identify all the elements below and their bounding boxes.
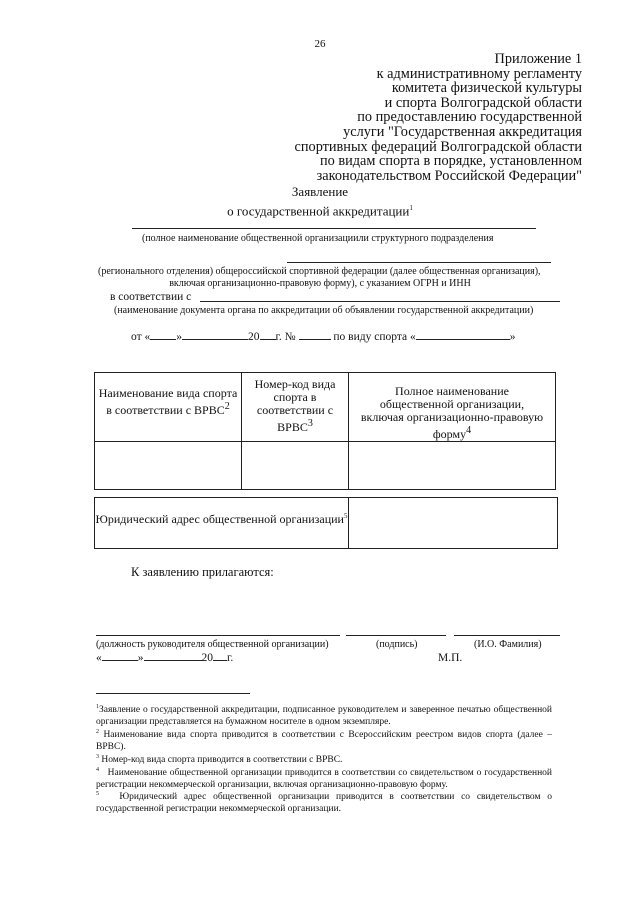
- footnote-ref: 1: [409, 204, 413, 212]
- appendix-line: по предоставлению государственной: [357, 109, 582, 126]
- accordance-doc-line[interactable]: [200, 301, 560, 302]
- title-line-1: Заявление: [291, 184, 349, 199]
- title-line-2: о государственной аккредитации$^1$: [227, 203, 413, 219]
- org-name-caption-1: (полное наименование общественной организациили структурного подразделения: [142, 233, 494, 244]
- footnote-3: $^3$ Номер-код вида спорта приводится в соответствии с ВРВС.: [96, 754, 343, 766]
- appendix-line: комитета физической культуры: [391, 80, 582, 97]
- sign-month-field[interactable]: [144, 660, 202, 661]
- signature-caption: (подпись): [376, 639, 418, 650]
- stamp-label: М.П.: [438, 652, 463, 664]
- org-name-line-2[interactable]: [287, 262, 551, 263]
- page-number: 26: [314, 38, 326, 50]
- table-cell-sport-name[interactable]: [95, 442, 242, 490]
- address-label: Юридический адрес общественной организации: [95, 512, 344, 526]
- document-title: [0, 184, 640, 219]
- footnote-4: $^4$ Наименование общественной организации приводится в соответствии со свидетельством о государственной регистрации некоммерческой организации, включая организационно-правовую форму.: [96, 767, 552, 790]
- date-line: от « » 20 г. № по виду спорта « »: [131, 331, 516, 343]
- name-caption: (И.О. Фамилия): [474, 639, 542, 650]
- appendix-line: законодательством Российской Федерации": [316, 167, 582, 184]
- footnote-ref: 5: [343, 512, 348, 520]
- org-name-line-1[interactable]: [132, 228, 536, 229]
- footnote-ref: 3: [307, 418, 313, 429]
- address-label-cell: [95, 498, 349, 548]
- number-field[interactable]: [299, 339, 331, 340]
- org-name-caption-3: включая организационно-правовую форму), с указанием ОГРН и ИНН: [169, 278, 471, 289]
- sign-day-field[interactable]: [102, 660, 138, 661]
- attachments-label: К заявлению прилагаются:: [131, 565, 274, 579]
- signature-line[interactable]: [346, 635, 446, 636]
- table-cell-sport-code[interactable]: [242, 442, 349, 490]
- appendix-line: спортивных федераций Волгоградской области: [294, 138, 582, 155]
- sign-year-field[interactable]: [213, 660, 227, 661]
- year-field[interactable]: [260, 339, 276, 340]
- position-caption: (должность руководителя общественной организации): [96, 639, 329, 650]
- table-header-sport-code: Номер-код вида спорта в соответствии с ВРВС$^3$: [242, 373, 349, 442]
- footnote-ref: 2: [224, 401, 230, 412]
- position-line[interactable]: [96, 635, 340, 636]
- appendix-heading: [242, 52, 582, 183]
- appendix-line: услуги "Государственная аккредитация: [343, 123, 582, 140]
- name-line[interactable]: [454, 635, 560, 636]
- table-cell-org-name[interactable]: [349, 442, 556, 490]
- appendix-line: по видам спорта в порядке, установленном: [320, 153, 582, 170]
- footnote-ref: 4: [466, 425, 472, 436]
- appendix-line: Приложение 1: [494, 51, 582, 67]
- sport-table: [94, 372, 556, 490]
- appendix-line: к административному регламенту: [376, 65, 582, 82]
- footnote-1: $^1$Заявление о государственной аккредитации, подписанное руководителем и заверенное печатью общественной организации представляется на бумажном носителе в одном экземпляре.: [96, 704, 552, 727]
- accordance-label: в соответствии с: [110, 291, 192, 303]
- sport-field[interactable]: [416, 339, 510, 340]
- accordance-doc-caption: (наименование документа органа по аккредитации об объявлении государственной аккредитации): [114, 305, 534, 316]
- footnote-divider: [96, 693, 250, 694]
- appendix-line: и спорта Волгоградской области: [384, 94, 582, 111]
- address-value-cell[interactable]: [349, 498, 557, 548]
- table-header-org-name: Полное наименование общественной организации, включая организационно-правовую форму$^4$: [349, 373, 556, 442]
- signature-date: « » 20 г.: [96, 652, 234, 664]
- org-name-caption-2: (регионального отделения) общероссийской спортивной федерации (далее общественная организация),: [98, 266, 541, 277]
- address-box: [94, 497, 558, 549]
- footnote-2: $^2$ Наименование вида спорта приводится в соответствии с Всероссийским реестром видов спорта (далее – ВРВС).: [96, 729, 552, 752]
- footnote-5: $^5$ Юридический адрес общественной организации приводится в соответствии со свидетельством о государственной регистрации некоммерческой организации.: [96, 791, 553, 814]
- month-field[interactable]: [182, 339, 248, 340]
- day-field[interactable]: [150, 339, 176, 340]
- table-header-sport-name: Наименование вида спорта в соответствии с ВРВС$^2$: [95, 373, 242, 442]
